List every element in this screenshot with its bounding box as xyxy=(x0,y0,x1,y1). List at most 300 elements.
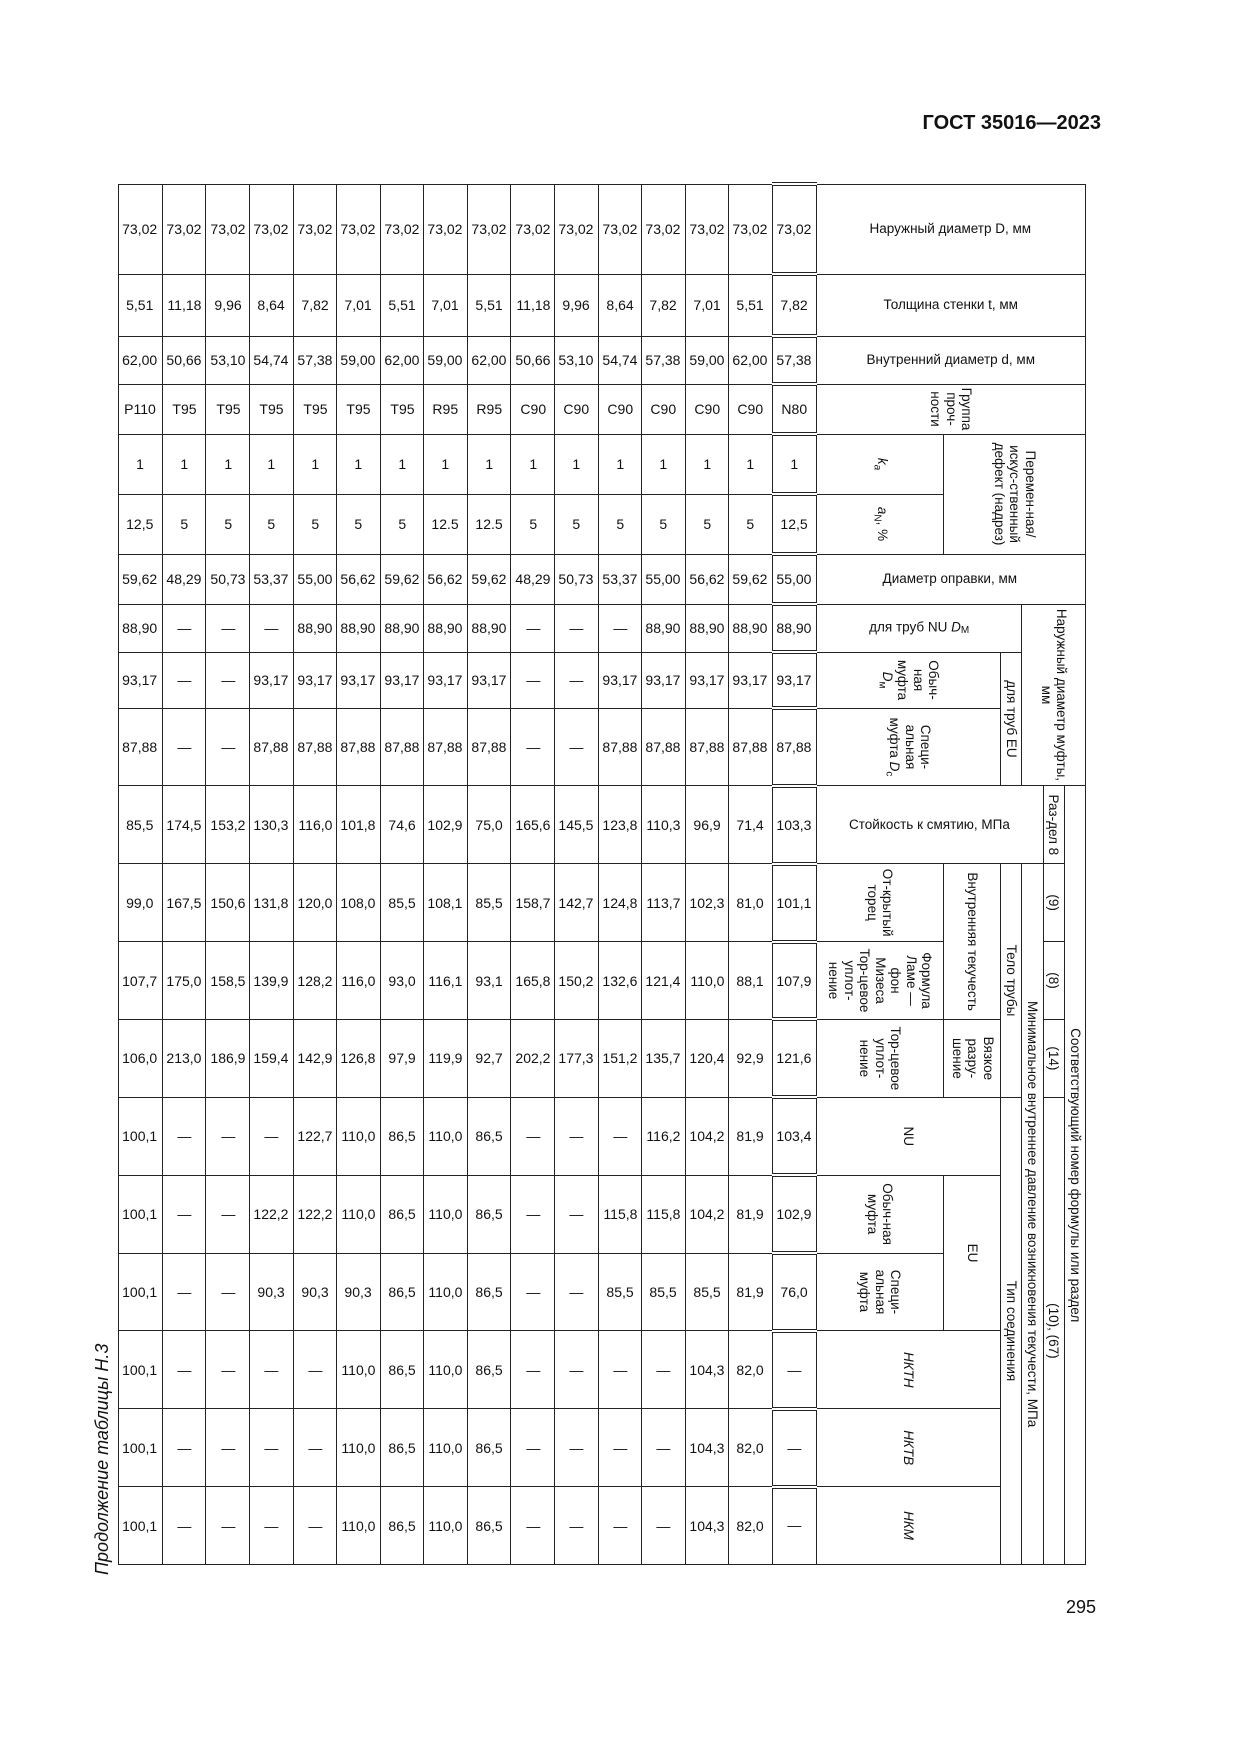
table-cell: 115,8 xyxy=(642,1175,686,1253)
header-ref-sec8: Раз-дел 8 xyxy=(1043,786,1064,864)
header-ref-8: (8) xyxy=(1043,942,1064,1020)
table-cell: 81,9 xyxy=(729,1253,773,1331)
header-inner-yield: Внутренняя текучесть xyxy=(944,864,1001,1020)
table-cell: 50,73 xyxy=(206,554,250,604)
table-cell: 1 xyxy=(598,434,642,494)
table-cell: — xyxy=(206,1097,250,1175)
header-eu-pipes: для труб EU xyxy=(1001,652,1022,786)
table-cell: C90 xyxy=(598,384,642,434)
table-cell: — xyxy=(206,1175,250,1253)
table-cell: 81,9 xyxy=(729,1175,773,1253)
header-coupling-od: Наружный диаметр муфты, мм xyxy=(1022,604,1086,786)
table-cell: 55,00 xyxy=(293,554,337,604)
table-cell: — xyxy=(162,1175,206,1253)
table-cell: 86,5 xyxy=(380,1487,424,1565)
table-cell: 93,17 xyxy=(424,652,468,708)
table-cell: 110,0 xyxy=(424,1175,468,1253)
table-row xyxy=(642,184,686,1565)
table-cell: 128,2 xyxy=(293,942,337,1020)
header-eu-special: Специ-альная муфта xyxy=(816,1253,944,1331)
table-cell: 96,9 xyxy=(685,786,729,864)
table-cell: 50,73 xyxy=(555,554,599,604)
table-cell: 175,0 xyxy=(162,942,206,1020)
table-cell: 86,5 xyxy=(467,1175,511,1253)
header-lame: Формула Ламе — фон Мизеса xyxy=(872,952,935,1009)
table-cell: 1 xyxy=(685,434,729,494)
table-cell: 86,5 xyxy=(467,1097,511,1175)
table-cell: 158,5 xyxy=(206,942,250,1020)
table-cell: 5 xyxy=(729,494,773,554)
table-cell: 86,5 xyxy=(380,1253,424,1331)
table-cell: 120,0 xyxy=(293,864,337,942)
table-cell: — xyxy=(555,1253,599,1331)
table-cell: 62,00 xyxy=(729,336,773,384)
table-cell: 104,3 xyxy=(685,1331,729,1409)
header-inner-diameter: Внутренний диаметр d, мм xyxy=(816,336,1085,384)
table-row xyxy=(119,184,163,1565)
table-cell: 93,17 xyxy=(337,652,381,708)
table-cell: 93,17 xyxy=(119,652,163,708)
header-outer-diameter: Наружный диаметр D, мм xyxy=(816,184,1085,274)
table-cell: 5,51 xyxy=(729,274,773,336)
table-cell: 76,0 xyxy=(772,1253,816,1331)
table-cell: 1 xyxy=(162,434,206,494)
table-cell: 87,88 xyxy=(380,708,424,786)
table-cell: 73,02 xyxy=(380,184,424,274)
table-cell: 135,7 xyxy=(642,1019,686,1097)
table-cell: 87,88 xyxy=(772,708,816,786)
table-cell: — xyxy=(162,1253,206,1331)
table-cell: — xyxy=(511,1409,555,1487)
table-cell: 110,0 xyxy=(424,1097,468,1175)
table-cell: 92,9 xyxy=(729,1019,773,1097)
table-cell: 62,00 xyxy=(119,336,163,384)
table-cell: — xyxy=(511,1487,555,1565)
table-cell: 85,5 xyxy=(685,1253,729,1331)
table-cell: 93,17 xyxy=(380,652,424,708)
table-cell: — xyxy=(511,708,555,786)
table-cell: 50,66 xyxy=(162,336,206,384)
table-cell: 177,3 xyxy=(555,1019,599,1097)
header-defect: Перемен-ная/искус-ственный дефект (надрез) xyxy=(944,434,1086,554)
header-nktn: НКТН xyxy=(816,1331,1001,1409)
table-cell: 5 xyxy=(380,494,424,554)
table-cell: — xyxy=(293,1331,337,1409)
table-cell: 1 xyxy=(293,434,337,494)
table-cell: — xyxy=(555,652,599,708)
table-cell: — xyxy=(598,1097,642,1175)
table-cell: 116,2 xyxy=(642,1097,686,1175)
table-cell: 12,5 xyxy=(772,494,816,554)
table-cell: 53,10 xyxy=(206,336,250,384)
table-cell: 82,0 xyxy=(729,1331,773,1409)
header-ka: $k_a$ xyxy=(816,434,944,494)
table-cell: 104,2 xyxy=(685,1097,729,1175)
table-cell: 73,02 xyxy=(685,184,729,274)
table-cell: 88,90 xyxy=(424,604,468,652)
header-ref-10-67: (10), (67) xyxy=(1043,1097,1064,1564)
table-cell: 101,1 xyxy=(772,864,816,942)
table-cell: 130,3 xyxy=(250,786,294,864)
table-cell: R95 xyxy=(424,384,468,434)
table-cell: 86,5 xyxy=(380,1331,424,1409)
table-cell: 73,02 xyxy=(772,184,816,274)
table-cell: 153,2 xyxy=(206,786,250,864)
table-cell: — xyxy=(206,1253,250,1331)
table-cell: T95 xyxy=(250,384,294,434)
table-cell: 122,2 xyxy=(250,1175,294,1253)
header-nkm: НКМ xyxy=(816,1487,1001,1565)
table-cell: 99,0 xyxy=(119,864,163,942)
table-cell: 53,37 xyxy=(598,554,642,604)
table-cell: 174,5 xyxy=(162,786,206,864)
table-cell: 1 xyxy=(206,434,250,494)
table-cell: — xyxy=(511,1097,555,1175)
table-cell: 1 xyxy=(467,434,511,494)
table-cell: 88,90 xyxy=(642,604,686,652)
table-row xyxy=(467,184,511,1565)
header-ref-9: (9) xyxy=(1043,864,1064,942)
table-cell: 92,7 xyxy=(467,1019,511,1097)
table-cell: 5 xyxy=(162,494,206,554)
table-cell: 167,5 xyxy=(162,864,206,942)
table-cell: 126,8 xyxy=(337,1019,381,1097)
table-cell: — xyxy=(511,1253,555,1331)
header-nu-pipes: для труб NU $D_M$ xyxy=(816,604,1022,652)
table-cell: 113,7 xyxy=(642,864,686,942)
table-cell: 202,2 xyxy=(511,1019,555,1097)
header-open-end: От-крытый торец xyxy=(816,864,944,942)
header-eu: EU xyxy=(944,1175,1001,1331)
table-cell: T95 xyxy=(206,384,250,434)
header-grade: Группа проч-ности xyxy=(816,384,1085,434)
table-cell: 1 xyxy=(729,434,773,494)
table-cell: 73,02 xyxy=(293,184,337,274)
table-cell: 142,9 xyxy=(293,1019,337,1097)
table-cell: T95 xyxy=(337,384,381,434)
table-cell: 120,4 xyxy=(685,1019,729,1097)
table-row xyxy=(206,184,250,1565)
table-cell: 102,3 xyxy=(685,864,729,942)
table-cell: — xyxy=(555,708,599,786)
table-cell: 5 xyxy=(642,494,686,554)
table-row xyxy=(380,184,424,1565)
table-cell: 158,7 xyxy=(511,864,555,942)
table-cell: 73,02 xyxy=(162,184,206,274)
table-cell: 93,17 xyxy=(642,652,686,708)
table-cell: — xyxy=(206,708,250,786)
table-cell: 73,02 xyxy=(337,184,381,274)
table-cell: 73,02 xyxy=(729,184,773,274)
table-cell: C90 xyxy=(729,384,773,434)
table-cell: 93,17 xyxy=(293,652,337,708)
table-cell: 151,2 xyxy=(598,1019,642,1097)
page-number: 295 xyxy=(1065,1597,1096,1617)
table-cell: — xyxy=(642,1487,686,1565)
table-cell: 8,64 xyxy=(250,274,294,336)
table-cell: 57,38 xyxy=(293,336,337,384)
table-cell: 100,1 xyxy=(119,1487,163,1565)
table-cell: 150,2 xyxy=(555,942,599,1020)
header-collapse: Стойкость к смятию, МПа xyxy=(816,786,1043,864)
table-cell: 90,3 xyxy=(250,1253,294,1331)
table-cell: 7,82 xyxy=(293,274,337,336)
table-cell: 56,62 xyxy=(685,554,729,604)
header-eu-regular: Обыч-ная муфта xyxy=(816,1175,944,1253)
table-cell: 110,0 xyxy=(337,1097,381,1175)
table-cell: 73,02 xyxy=(467,184,511,274)
data-table xyxy=(118,182,1086,1565)
table-cell: 87,88 xyxy=(293,708,337,786)
table-cell: 88,90 xyxy=(119,604,163,652)
table-cell: 5,51 xyxy=(119,274,163,336)
header-row-formula-ref xyxy=(1064,184,1085,1565)
table-cell: 5 xyxy=(685,494,729,554)
table-cell: 93,17 xyxy=(250,652,294,708)
table-cell: — xyxy=(162,1331,206,1409)
table-cell: 73,02 xyxy=(119,184,163,274)
table-cell: 119,9 xyxy=(424,1019,468,1097)
table-cell: 107,9 xyxy=(772,942,816,1020)
table-cell: 1 xyxy=(250,434,294,494)
table-cell: 165,6 xyxy=(511,786,555,864)
table-cell: 104,3 xyxy=(685,1487,729,1565)
table-cell: 110,0 xyxy=(337,1175,381,1253)
table-cell: 59,00 xyxy=(685,336,729,384)
table-cell: — xyxy=(162,1487,206,1565)
table-cell: — xyxy=(162,1097,206,1175)
table-cell: 90,3 xyxy=(293,1253,337,1331)
table-cell: — xyxy=(250,1409,294,1487)
table-cell: 85,5 xyxy=(642,1253,686,1331)
table-cell: — xyxy=(642,1331,686,1409)
table-cell: 87,88 xyxy=(119,708,163,786)
table-cell: 12,5 xyxy=(119,494,163,554)
table-cell: 145,5 xyxy=(555,786,599,864)
document-code: ГОСТ 35016—2023 xyxy=(922,112,1101,134)
table-cell: 131,8 xyxy=(250,864,294,942)
table-cell: — xyxy=(511,1175,555,1253)
table-cell: 213,0 xyxy=(162,1019,206,1097)
table-cell: 5 xyxy=(337,494,381,554)
table-cell: 9,96 xyxy=(206,274,250,336)
table-row xyxy=(555,184,599,1565)
table-cell: 107,7 xyxy=(119,942,163,1020)
table-cell: 86,5 xyxy=(380,1097,424,1175)
table-cell: 73,02 xyxy=(250,184,294,274)
table-cell: 8,64 xyxy=(598,274,642,336)
table-row xyxy=(162,184,206,1565)
table-cell: 100,1 xyxy=(119,1331,163,1409)
table-cell: 110,0 xyxy=(337,1487,381,1565)
table-cell: 100,1 xyxy=(119,1097,163,1175)
table-row xyxy=(729,184,773,1565)
table-cell: 5 xyxy=(598,494,642,554)
table-row xyxy=(511,184,555,1565)
table-cell: 103,3 xyxy=(772,786,816,864)
table-cell: 104,3 xyxy=(685,1409,729,1487)
table-cell: 93,17 xyxy=(729,652,773,708)
table-row xyxy=(293,184,337,1565)
table-cell: — xyxy=(511,604,555,652)
table-cell: 104,2 xyxy=(685,1175,729,1253)
table-cell: — xyxy=(250,1487,294,1565)
header-capped-end-lame xyxy=(816,942,944,1020)
table-caption: Продолжение таблицы Н.3 xyxy=(92,1343,112,1575)
table-cell: 7,01 xyxy=(337,274,381,336)
table-cell: 103,4 xyxy=(772,1097,816,1175)
table-cell: — xyxy=(555,1331,599,1409)
table-cell: 82,0 xyxy=(729,1487,773,1565)
table-cell: — xyxy=(598,604,642,652)
table-cell: 110,0 xyxy=(685,942,729,1020)
table-cell: 85,5 xyxy=(380,864,424,942)
table-cell: 1 xyxy=(511,434,555,494)
table-row xyxy=(250,184,294,1565)
table-cell: 93,1 xyxy=(467,942,511,1020)
table-cell: 90,3 xyxy=(337,1253,381,1331)
table-cell: 93,17 xyxy=(685,652,729,708)
table-cell: 121,4 xyxy=(642,942,686,1020)
table-row xyxy=(685,184,729,1565)
table-cell: 73,02 xyxy=(511,184,555,274)
header-an: $a_N$, % xyxy=(816,494,944,554)
table-cell: 59,62 xyxy=(119,554,163,604)
header-mandrel-diameter: Диаметр оправки, мм xyxy=(816,554,1085,604)
table-cell: C90 xyxy=(511,384,555,434)
table-cell: — xyxy=(206,652,250,708)
table-row xyxy=(598,184,642,1565)
table-cell: 110,0 xyxy=(424,1487,468,1565)
table-cell: — xyxy=(555,1409,599,1487)
table-cell: 106,0 xyxy=(119,1019,163,1097)
table-cell: C90 xyxy=(555,384,599,434)
table-cell: 12.5 xyxy=(467,494,511,554)
table-cell: 87,88 xyxy=(337,708,381,786)
table-cell: 88,1 xyxy=(729,942,773,1020)
table-cell: 1 xyxy=(642,434,686,494)
table-cell: 12.5 xyxy=(424,494,468,554)
table-cell: 7,82 xyxy=(772,274,816,336)
table-cell: — xyxy=(555,1487,599,1565)
table-cell: 108,1 xyxy=(424,864,468,942)
table-cell: 88,90 xyxy=(729,604,773,652)
table-cell: 85,5 xyxy=(119,786,163,864)
header-ref-14: (14) xyxy=(1043,1019,1064,1097)
table-cell: — xyxy=(772,1409,816,1487)
table-cell: 93,17 xyxy=(598,652,642,708)
table-cell: — xyxy=(555,1175,599,1253)
table-cell: 87,88 xyxy=(598,708,642,786)
table-cell: — xyxy=(293,1487,337,1565)
table-cell: 1 xyxy=(772,434,816,494)
table-cell: — xyxy=(555,1097,599,1175)
table-cell: 54,74 xyxy=(250,336,294,384)
table-cell: 5,51 xyxy=(467,274,511,336)
table-cell: 1 xyxy=(555,434,599,494)
table-cell: 85,5 xyxy=(598,1253,642,1331)
table-cell: — xyxy=(598,1487,642,1565)
header-regular-coupling: Обыч-ная муфта $D_м$ xyxy=(816,652,1001,708)
header-capped-end-1: Тор-цевое уплот-нение xyxy=(826,948,873,1013)
table-cell: 5 xyxy=(250,494,294,554)
table-cell: 53,10 xyxy=(555,336,599,384)
table-cell: — xyxy=(772,1331,816,1409)
table-cell: — xyxy=(250,1331,294,1409)
table-cell: 1 xyxy=(119,434,163,494)
table-cell: 88,90 xyxy=(337,604,381,652)
table-cell: 55,00 xyxy=(642,554,686,604)
header-special-coupling: Специ-альная муфта $D_c$ xyxy=(816,708,1001,786)
table-cell: 1 xyxy=(337,434,381,494)
table-cell: — xyxy=(511,652,555,708)
table-cell: 86,5 xyxy=(467,1487,511,1565)
table-cell: R95 xyxy=(467,384,511,434)
table-cell: 59,62 xyxy=(380,554,424,604)
table-cell: 93,0 xyxy=(380,942,424,1020)
table-cell: 122,2 xyxy=(293,1175,337,1253)
table-cell: 56,62 xyxy=(424,554,468,604)
table-cell: 100,1 xyxy=(119,1253,163,1331)
header-connection-type: Тип соединения xyxy=(1001,1097,1022,1564)
table-cell: 81,9 xyxy=(729,1097,773,1175)
table-cell: 110,0 xyxy=(424,1409,468,1487)
table-cell: 56,62 xyxy=(337,554,381,604)
table-cell: 71,4 xyxy=(729,786,773,864)
table-cell: 81,0 xyxy=(729,864,773,942)
table-cell: 54,74 xyxy=(598,336,642,384)
table-cell: 123,8 xyxy=(598,786,642,864)
table-cell: 73,02 xyxy=(598,184,642,274)
table-cell: 59,62 xyxy=(467,554,511,604)
table-cell: — xyxy=(162,708,206,786)
table-cell: 5,51 xyxy=(380,274,424,336)
table-cell: 186,9 xyxy=(206,1019,250,1097)
table-cell: — xyxy=(206,1331,250,1409)
table-cell: 93,17 xyxy=(772,652,816,708)
table-cell: 110,0 xyxy=(337,1331,381,1409)
table-cell: — xyxy=(162,1409,206,1487)
table-cell: 88,90 xyxy=(293,604,337,652)
table-cell: 7,01 xyxy=(424,274,468,336)
table-cell: 87,88 xyxy=(729,708,773,786)
table-cell: 116,1 xyxy=(424,942,468,1020)
header-wall-thickness: Толщина стенки t, мм xyxy=(816,274,1085,336)
table-cell: 5 xyxy=(511,494,555,554)
table-cell: — xyxy=(642,1409,686,1487)
table-cell: 7,82 xyxy=(642,274,686,336)
table-cell: 59,62 xyxy=(729,554,773,604)
table-cell: 9,96 xyxy=(555,274,599,336)
table-cell: — xyxy=(206,1409,250,1487)
table-cell: 57,38 xyxy=(772,336,816,384)
rotated-table-wrapper xyxy=(118,182,1086,1565)
table-cell: 73,02 xyxy=(206,184,250,274)
table-cell: 5 xyxy=(293,494,337,554)
table-cell: 97,9 xyxy=(380,1019,424,1097)
table-cell: 93,17 xyxy=(467,652,511,708)
table-cell: 139,9 xyxy=(250,942,294,1020)
table-cell: 73,02 xyxy=(642,184,686,274)
table-cell: 82,0 xyxy=(729,1409,773,1487)
table-cell: 108,0 xyxy=(337,864,381,942)
table-cell: — xyxy=(206,1487,250,1565)
table-cell: 48,29 xyxy=(511,554,555,604)
header-nktv: НКТВ xyxy=(816,1409,1001,1487)
table-cell: 5 xyxy=(555,494,599,554)
table-cell: 74,6 xyxy=(380,786,424,864)
table-cell: 5 xyxy=(206,494,250,554)
